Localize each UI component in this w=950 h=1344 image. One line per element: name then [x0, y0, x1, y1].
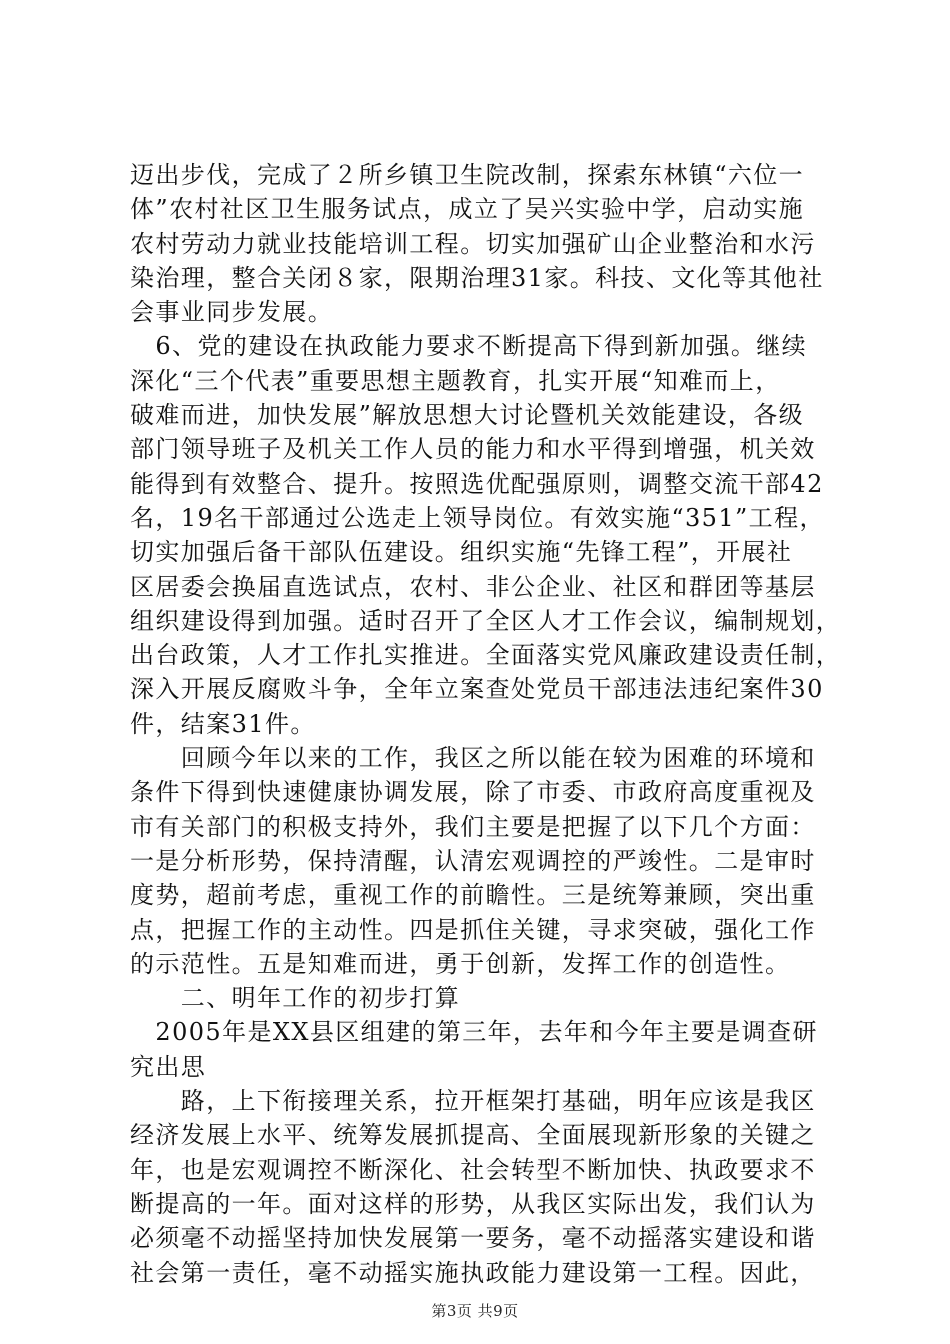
text-line: 经济发展上水平、统筹发展抓提高、全面展现新形象的关键之: [130, 1121, 816, 1150]
text-line: 深入开展反腐败斗争，全年立案查处党员干部违法违纪案件30: [130, 675, 824, 704]
text-line: 染治理，整合关闭８家，限期治理31家。科技、文化等其他社: [130, 263, 824, 292]
text-line: 会事业同步发展。: [130, 298, 334, 327]
document-body: [130, 158, 842, 1290]
text-line: 能得到有效整合、提升。按照选优配强原则，调整交流干部42: [130, 469, 824, 498]
text-line: 路，上下衔接理关系，拉开框架打基础，明年应该是我区: [130, 1087, 816, 1116]
text-line: 体”农村社区卫生服务试点，成立了吴兴实验中学，启动实施: [130, 195, 805, 224]
text-line: 件，结案31件。: [130, 709, 316, 738]
text-line: 农村劳动力就业技能培训工程。切实加强矿山企业整治和水污: [130, 229, 816, 258]
text-line: 迈出步伐，完成了２所乡镇卫生院改制，探索东林镇“六位一: [130, 161, 805, 189]
text-line: 回顾今年以来的工作，我区之所以能在较为困难的环境和: [130, 744, 816, 773]
text-line: 出台政策，人才工作扎实推进。全面落实党风廉政建设责任制，: [130, 641, 842, 670]
text-line: 断提高的一年。面对这样的形势，从我区实际出发，我们认为: [130, 1189, 816, 1218]
text-line: 名，19名干部通过公选走上领导岗位。有效实施“351”工程，: [130, 503, 825, 532]
text-line: 必须毫不动摇坚持加快发展第一要务，毫不动摇落实建设和谐: [130, 1224, 816, 1253]
text-line: 年，也是宏观调控不断深化、社会转型不断加快、执政要求不: [130, 1155, 816, 1184]
text-line: 深化“三个代表”重要思想主题教育，扎实开展“知难而上，: [130, 366, 781, 395]
text-line: 究出思: [130, 1052, 207, 1081]
text-line: 市有关部门的积极支持外，我们主要是把握了以下几个方面：: [130, 812, 816, 841]
text-line: 部门领导班子及机关工作人员的能力和水平得到增强，机关效: [130, 435, 816, 464]
text-line: 条件下得到快速健康协调发展，除了市委、市政府高度重视及: [130, 778, 816, 807]
text-line: 二、明年工作的初步打算: [130, 984, 461, 1013]
text-line: 6、党的建设在执政能力要求不断提高下得到新加强。继续: [130, 332, 808, 361]
text-line: 点，把握工作的主动性。四是抓住关键，寻求突破，强化工作: [130, 915, 816, 944]
text-line: 社会第一责任，毫不动摇实施执政能力建设第一工程。因此，: [130, 1258, 816, 1287]
text-line: 切实加强后备干部队伍建设。组织实施“先锋工程”，开展社: [130, 538, 793, 567]
text-line: 组织建设得到加强。适时召开了全区人才工作会议，编制规划，: [130, 606, 842, 635]
page-footer: 第3页 共9页: [431, 1302, 519, 1320]
text-line: 区居委会换届直选试点，农村、非公企业、社区和群团等基层: [130, 572, 816, 601]
text-line: 2005年是XX县区组建的第三年，去年和今年主要是调查研: [130, 1018, 818, 1047]
text-line: 一是分析形势，保持清醒，认清宏观调控的严竣性。二是审时: [130, 846, 816, 875]
text-line: 度势，超前考虑，重视工作的前瞻性。三是统筹兼顾，突出重: [130, 881, 816, 910]
text-line: 破难而进，加快发展”解放思想大讨论暨机关效能建设，各级: [130, 401, 805, 430]
text-line: 的示范性。五是知难而进，勇于创新，发挥工作的创造性。: [130, 949, 791, 978]
